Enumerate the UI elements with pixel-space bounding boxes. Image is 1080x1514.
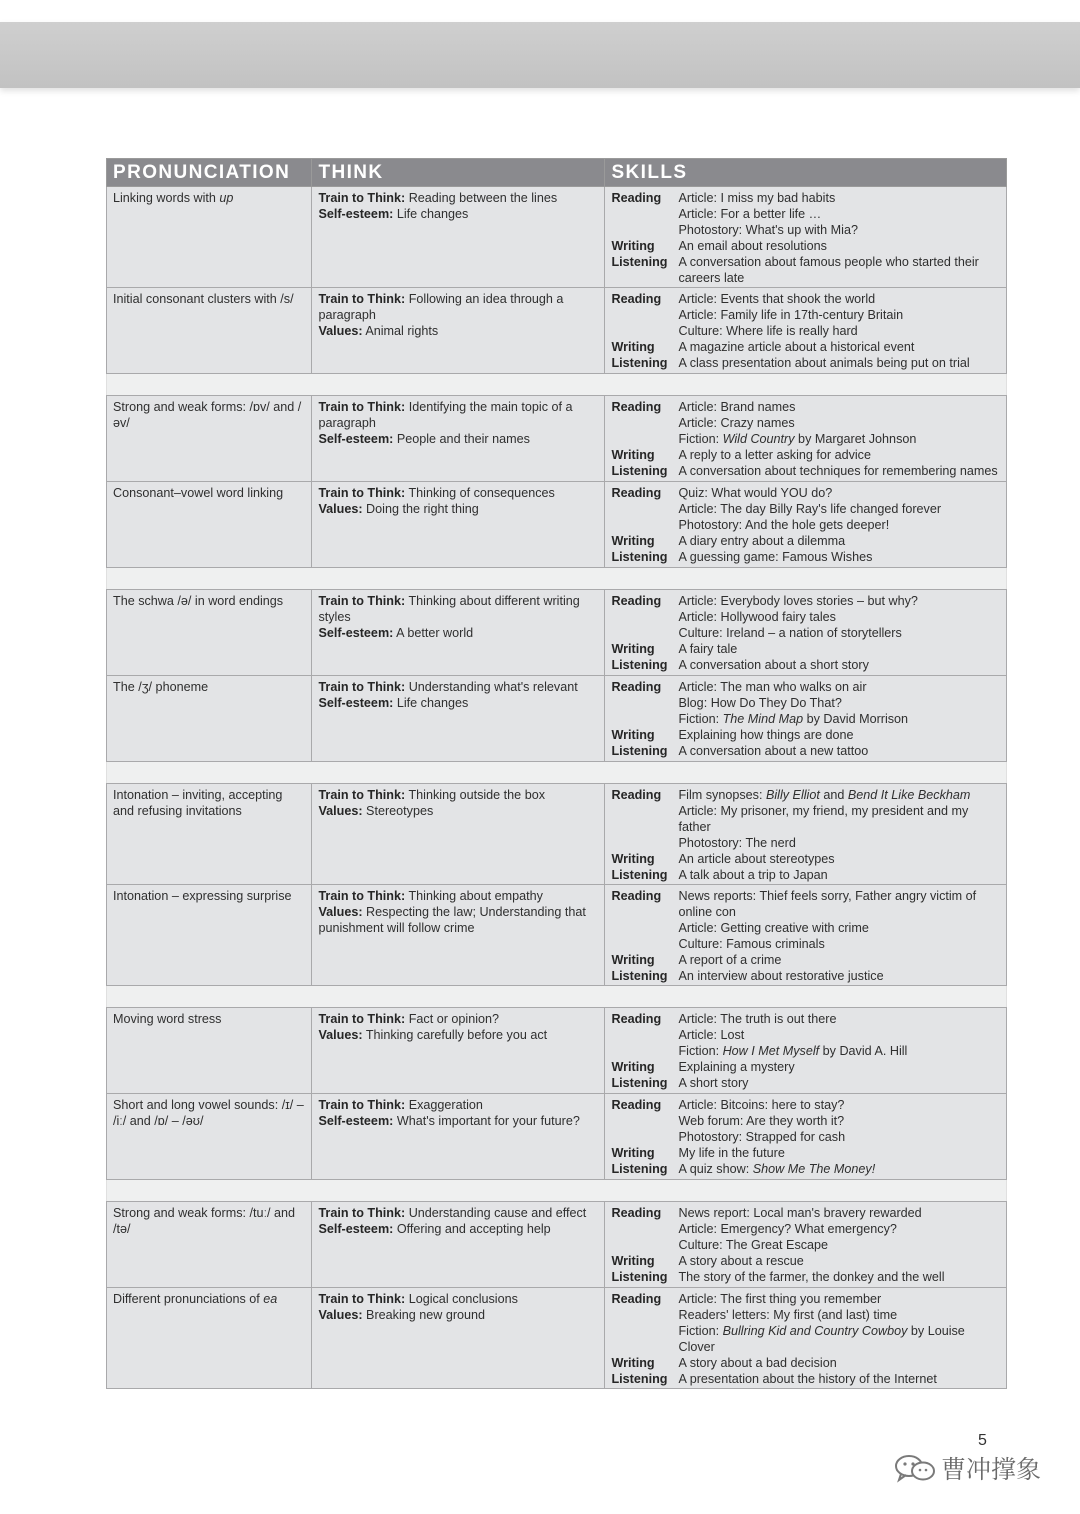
skill-item: Fiction: Bullring Kid and Country Cowboy by Louise Clover xyxy=(678,1324,965,1354)
skill-item: Blog: How Do They Do That? xyxy=(678,696,842,710)
skill-label: Writing xyxy=(611,1254,655,1268)
think-label: Train to Think: xyxy=(318,889,406,903)
skill-item: An article about stereotypes xyxy=(678,852,835,866)
skill-label: Writing xyxy=(611,1146,655,1160)
skill-item: Culture: Where life is really hard xyxy=(678,324,858,338)
think-label: Values: xyxy=(318,502,363,516)
skill-item: A guessing game: Famous Wishes xyxy=(678,550,873,564)
think-cell: Train to Think: Reading between the lines Self-esteem: Life changes xyxy=(312,187,605,288)
think-label: Self-esteem: xyxy=(318,1222,394,1236)
skill-item: A report of a crime xyxy=(678,953,782,967)
skill-item: Article: Lost xyxy=(678,1028,745,1042)
skill-label: Reading xyxy=(611,486,662,500)
skill-item: Article: Everybody loves stories – but why? xyxy=(678,594,918,608)
pronunciation-cell: Initial consonant clusters with /s/ xyxy=(107,288,312,374)
skill-item: A diary entry about a dilemma xyxy=(678,534,846,548)
table-header-row xyxy=(107,159,1007,187)
think-label: Self-esteem: xyxy=(318,207,394,221)
skill-label: Writing xyxy=(611,642,655,656)
skill-item: Explaining a mystery xyxy=(678,1060,795,1074)
think-cell: Train to Think: Thinking about empathy Values: Respecting the law; Understanding that punishment will follow crime xyxy=(312,885,605,986)
skill-label: Listening xyxy=(611,550,668,564)
skill-item: Culture: Famous criminals xyxy=(678,937,825,951)
skill-label: Listening xyxy=(611,1162,668,1176)
skill-label: Writing xyxy=(611,1356,655,1370)
skill-item: A conversation about a new tattoo xyxy=(678,744,869,758)
think-label: Train to Think: xyxy=(318,1292,406,1306)
skill-label: Writing xyxy=(611,239,655,253)
top-header-band xyxy=(0,22,1080,88)
skill-item: A quiz show: Show Me The Money! xyxy=(678,1162,876,1176)
table-row xyxy=(107,482,1007,568)
skill-item: Fiction: The Mind Map by David Morrison xyxy=(678,712,909,726)
skill-label: Reading xyxy=(611,292,662,306)
skill-label: Writing xyxy=(611,728,655,742)
think-label: Self-esteem: xyxy=(318,696,394,710)
skill-item: Article: My prisoner, my friend, my president and my father xyxy=(678,804,969,834)
skill-item: Article: Hollywood fairy tales xyxy=(678,610,836,624)
skill-item: Article: Bitcoins: here to stay? xyxy=(678,1098,845,1112)
skills-cell xyxy=(605,676,1007,762)
skill-item: A class presentation about animals being put on trial xyxy=(678,356,970,370)
pronunciation-cell: Short and long vowel sounds: /ɪ/ – /iː/ and /ɒ/ – /əʊ/ xyxy=(107,1094,312,1180)
think-cell: Train to Think: Thinking of consequences Values: Doing the right thing xyxy=(312,482,605,568)
think-label: Values: xyxy=(318,905,363,919)
watermark xyxy=(893,1450,1041,1486)
skill-label: Writing xyxy=(611,448,655,462)
header-think: THINK xyxy=(312,159,605,187)
skill-item: Article: The man who walks on air xyxy=(678,680,867,694)
skill-item: Culture: The Great Escape xyxy=(678,1238,829,1252)
skills-cell xyxy=(605,1288,1007,1389)
unit-separator xyxy=(107,374,1007,396)
skill-item: Culture: Ireland – a nation of storytellers xyxy=(678,626,902,640)
skill-label: Listening xyxy=(611,255,668,269)
unit-separator xyxy=(107,986,1007,1008)
skill-label: Listening xyxy=(611,744,668,758)
skill-label: Reading xyxy=(611,1012,662,1026)
skills-cell xyxy=(605,396,1007,482)
skills-cell xyxy=(605,1094,1007,1180)
skill-item: A presentation about the history of the Internet xyxy=(678,1372,937,1386)
think-label: Train to Think: xyxy=(318,680,406,694)
think-label: Self-esteem: xyxy=(318,432,394,446)
skill-label: Reading xyxy=(611,594,662,608)
think-label: Train to Think: xyxy=(318,292,406,306)
syllabus-table xyxy=(106,158,1007,1389)
skill-item: Photostory: The nerd xyxy=(678,836,796,850)
table-row xyxy=(107,590,1007,676)
think-label: Train to Think: xyxy=(318,594,406,608)
skill-item: Photostory: What's up with Mia? xyxy=(678,223,858,237)
skill-label: Writing xyxy=(611,953,655,967)
header-skills: SKILLS xyxy=(605,159,1007,187)
skill-label: Listening xyxy=(611,1076,668,1090)
skill-label: Listening xyxy=(611,1270,668,1284)
think-label: Values: xyxy=(318,1308,363,1322)
skill-item: Article: Crazy names xyxy=(678,416,795,430)
pronunciation-cell: Strong and weak forms: /tuː/ and /tə/ xyxy=(107,1202,312,1288)
skill-item: Article: The first thing you remember xyxy=(678,1292,882,1306)
table-row xyxy=(107,1202,1007,1288)
skill-item: Photostory: Strapped for cash xyxy=(678,1130,846,1144)
skill-item: Web forum: Are they worth it? xyxy=(678,1114,845,1128)
think-cell: Train to Think: Exaggeration Self-esteem: What's important for your future? xyxy=(312,1094,605,1180)
skill-label: Listening xyxy=(611,969,668,983)
unit-separator xyxy=(107,762,1007,784)
skill-item: Readers' letters: My first (and last) time xyxy=(678,1308,898,1322)
think-cell: Train to Think: Identifying the main topic of a paragraph Self-esteem: People and their names xyxy=(312,396,605,482)
table-row xyxy=(107,1094,1007,1180)
table-row xyxy=(107,288,1007,374)
skill-label: Listening xyxy=(611,356,668,370)
skill-item: Fiction: Wild Country by Margaret Johnson xyxy=(678,432,917,446)
unit-separator xyxy=(107,1180,1007,1202)
skill-item: Article: The day Billy Ray's life changed forever xyxy=(678,502,942,516)
think-cell: Train to Think: Understanding cause and effect Self-esteem: Offering and accepting help xyxy=(312,1202,605,1288)
pronunciation-cell: Intonation – expressing surprise xyxy=(107,885,312,986)
skill-label: Reading xyxy=(611,191,662,205)
think-label: Train to Think: xyxy=(318,400,406,414)
pronunciation-cell: Different pronunciations of ea xyxy=(107,1288,312,1389)
skill-label: Writing xyxy=(611,340,655,354)
skill-item: News report: Local man's bravery rewarded xyxy=(678,1206,922,1220)
pronunciation-cell: Consonant–vowel word linking xyxy=(107,482,312,568)
skill-label: Writing xyxy=(611,534,655,548)
skill-item: Fiction: How I Met Myself by David A. Hill xyxy=(678,1044,908,1058)
skill-item: A story about a rescue xyxy=(678,1254,804,1268)
think-label: Self-esteem: xyxy=(318,1114,394,1128)
skill-item: Article: Family life in 17th-century Britain xyxy=(678,308,904,322)
chat-bubbles-icon xyxy=(893,1453,937,1483)
skill-item: A short story xyxy=(678,1076,749,1090)
skill-label: Reading xyxy=(611,1098,662,1112)
skill-label: Listening xyxy=(611,868,668,882)
skills-cell xyxy=(605,590,1007,676)
pronunciation-cell: Intonation – inviting, accepting and refusing invitations xyxy=(107,784,312,885)
skill-item: A talk about a trip to Japan xyxy=(678,868,828,882)
think-label: Self-esteem: xyxy=(318,626,394,640)
think-label: Train to Think: xyxy=(318,1206,406,1220)
skill-item: My life in the future xyxy=(678,1146,785,1160)
pronunciation-cell: The /ʒ/ phoneme xyxy=(107,676,312,762)
skill-item: An email about resolutions xyxy=(678,239,827,253)
skill-label: Listening xyxy=(611,658,668,672)
skill-label: Reading xyxy=(611,1206,662,1220)
think-label: Values: xyxy=(318,1028,363,1042)
skill-label: Reading xyxy=(611,1292,662,1306)
think-cell: Train to Think: Understanding what's relevant Self-esteem: Life changes xyxy=(312,676,605,762)
skill-item: News reports: Thief feels sorry, Father angry victim of online con xyxy=(678,889,977,919)
think-cell: Train to Think: Logical conclusions Values: Breaking new ground xyxy=(312,1288,605,1389)
think-label: Train to Think: xyxy=(318,788,406,802)
skill-item: An interview about restorative justice xyxy=(678,969,884,983)
pronunciation-cell: Linking words with up xyxy=(107,187,312,288)
skill-item: Explaining how things are done xyxy=(678,728,854,742)
skill-item: A conversation about techniques for remembering names xyxy=(678,464,998,478)
table-row xyxy=(107,676,1007,762)
pronunciation-cell: The schwa /ə/ in word endings xyxy=(107,590,312,676)
table-body xyxy=(107,187,1007,1389)
skill-label: Reading xyxy=(611,680,662,694)
skills-cell xyxy=(605,187,1007,288)
think-cell: Train to Think: Fact or opinion? Values: Thinking carefully before you act xyxy=(312,1008,605,1094)
watermark-text: 曹冲撑象 xyxy=(941,1456,1042,1484)
skill-item: A story about a bad decision xyxy=(678,1356,837,1370)
skill-item: Article: Brand names xyxy=(678,400,796,414)
think-label: Train to Think: xyxy=(318,1098,406,1112)
skill-item: A magazine article about a historical event xyxy=(678,340,915,354)
skill-item: Article: For a better life … xyxy=(678,207,822,221)
skill-item: Photostory: And the hole gets deeper! xyxy=(678,518,890,532)
think-cell: Train to Think: Thinking about different writing styles Self-esteem: A better world xyxy=(312,590,605,676)
table-row xyxy=(107,396,1007,482)
table-row xyxy=(107,187,1007,288)
skill-item: Article: The truth is out there xyxy=(678,1012,837,1026)
skill-item: A fairy tale xyxy=(678,642,738,656)
skills-cell xyxy=(605,288,1007,374)
skill-item: A conversation about famous people who started their careers late xyxy=(678,255,979,285)
unit-separator xyxy=(107,568,1007,590)
skill-label: Reading xyxy=(611,788,662,802)
think-label: Values: xyxy=(318,804,363,818)
skill-item: Quiz: What would YOU do? xyxy=(678,486,833,500)
skills-cell xyxy=(605,482,1007,568)
skill-item: Film synopses: Billy Elliot and Bend It Like Beckham xyxy=(678,788,971,802)
table-row xyxy=(107,1008,1007,1094)
skill-label: Writing xyxy=(611,1060,655,1074)
header-pronunciation: PRONUNCIATION xyxy=(107,159,312,187)
skill-label: Listening xyxy=(611,1372,668,1386)
table-row xyxy=(107,784,1007,885)
table-row xyxy=(107,1288,1007,1389)
pronunciation-cell: Strong and weak forms: /ɒv/ and /əv/ xyxy=(107,396,312,482)
think-label: Values: xyxy=(318,324,363,338)
table-row xyxy=(107,885,1007,986)
skill-item: Article: Emergency? What emergency? xyxy=(678,1222,897,1236)
skills-cell xyxy=(605,784,1007,885)
skill-item: Article: I miss my bad habits xyxy=(678,191,836,205)
skills-cell xyxy=(605,1008,1007,1094)
skill-item: The story of the farmer, the donkey and the well xyxy=(678,1270,945,1284)
think-label: Train to Think: xyxy=(318,1012,406,1026)
skill-label: Writing xyxy=(611,852,655,866)
skills-cell xyxy=(605,1202,1007,1288)
think-cell: Train to Think: Thinking outside the box Values: Stereotypes xyxy=(312,784,605,885)
skill-label: Listening xyxy=(611,464,668,478)
think-cell: Train to Think: Following an idea through a paragraph Values: Animal rights xyxy=(312,288,605,374)
skill-item: Article: Getting creative with crime xyxy=(678,921,869,935)
skill-label: Reading xyxy=(611,889,662,903)
skills-cell xyxy=(605,885,1007,986)
think-label: Train to Think: xyxy=(318,191,406,205)
page-number: 5 xyxy=(978,1432,987,1449)
skill-item: Article: Events that shook the world xyxy=(678,292,876,306)
pronunciation-cell: Moving word stress xyxy=(107,1008,312,1094)
skill-label: Reading xyxy=(611,400,662,414)
skill-item: A conversation about a short story xyxy=(678,658,869,672)
think-label: Train to Think: xyxy=(318,486,406,500)
skill-item: A reply to a letter asking for advice xyxy=(678,448,871,462)
